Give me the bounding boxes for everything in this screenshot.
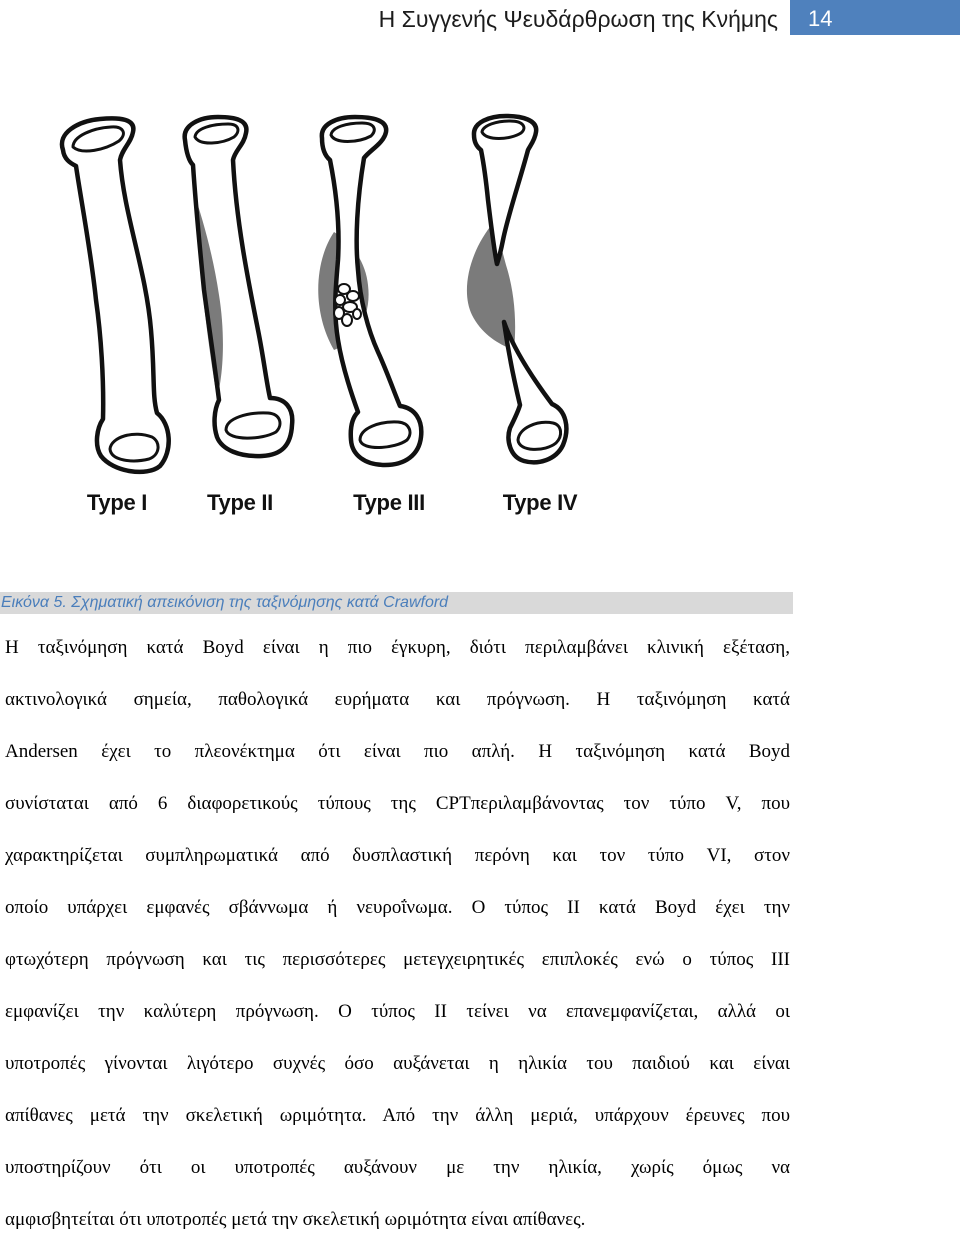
figure-label-type-2: Type II [207,490,273,515]
paragraph-line: εμφανίζει την καλύτερη πρόγνωση. Ο τύπος ΙΙ τείνει να επανεμφανίζεται, αλλά οι [5,1001,790,1022]
cyst-bubble [342,314,352,326]
figure-label-type-3: Type III [353,490,425,515]
page-number-box [790,0,960,35]
bone-outline [322,117,421,465]
figure-caption-text: Εικόνα 5. Σχηματική απεικόνιση της ταξινόμησης κατά Crawford [1,594,449,611]
tibia-type-3-drawing [318,117,421,465]
body-paragraph [5,635,790,1233]
figure-caption [0,592,793,614]
tibia-type-4-drawing [467,116,566,462]
page-number: 14 [808,6,833,31]
paragraph-line: υποστηρίζουν ότι οι υποτροπές αυξάνουν με την ηλικία, χωρίς όμως να [5,1157,790,1178]
paragraph-line: Η ταξινόμηση κατά Boyd είναι η πιο έγκυρη, διότι περιλαμβάνει κλινική εξέταση, [5,637,790,658]
bone-outline [62,118,169,472]
running-header-title: Η Συγγενής Ψευδάρθρωση της Κνήμης [378,6,778,32]
paragraph-line: οποίο υπάρχει εμφανές σβάννωμα ή νευροΐνωμα. Ο τύπος ΙΙ κατά Boyd έχει την [5,897,790,918]
paragraph-line: απίθανες μετά την σκελετική ωριμότητα. Από την άλλη μεριά, υπάρχουν έρευνες που [5,1105,790,1126]
bone-fill [185,117,293,456]
tibia-type-2-drawing [185,117,293,456]
tibia-type-1-drawing [62,118,169,472]
figure-label-type-1: Type I [86,490,148,515]
paragraph-line: ακτινολογικά σημεία, παθολογικά ευρήματα και πρόγνωση. Η ταξινόμηση κατά [5,689,790,710]
paragraph-line: υποτροπές γίνονται λιγότερο συχνές όσο αυξάνεται η ηλικία του παιδιού και είναι [5,1053,790,1074]
paragraph-line: φτωχότερη πρόγνωση και τις περισσότερες μετεγχειρητικές επιπλοκές ενώ ο τύπος ΙΙΙ [5,949,790,970]
paragraph-line: Andersen έχει το πλεονέκτημα ότι είναι πιο απλή. Η ταξινόμηση κατά Boyd [5,741,790,762]
crawford-classification-illustration [0,100,620,490]
cyst-bubble [347,291,359,301]
figure-label-type-4: Type IV [502,490,578,515]
cyst-bubble [353,309,361,319]
paragraph-line: συνίσταται από 6 διαφορετικούς τύπους της CPTπεριλαμβάνοντας τον τύπο V, που [5,793,790,814]
paragraph-line: αμφισβητείται ότι υποτροπές μετά την σκελετική ωριμότητα είναι απίθανες. [5,1209,586,1230]
paragraph-line: χαρακτηρίζεται συμπληρωματικά από δυσπλαστική περόνη και τον τύπο VI, στον [5,845,790,866]
